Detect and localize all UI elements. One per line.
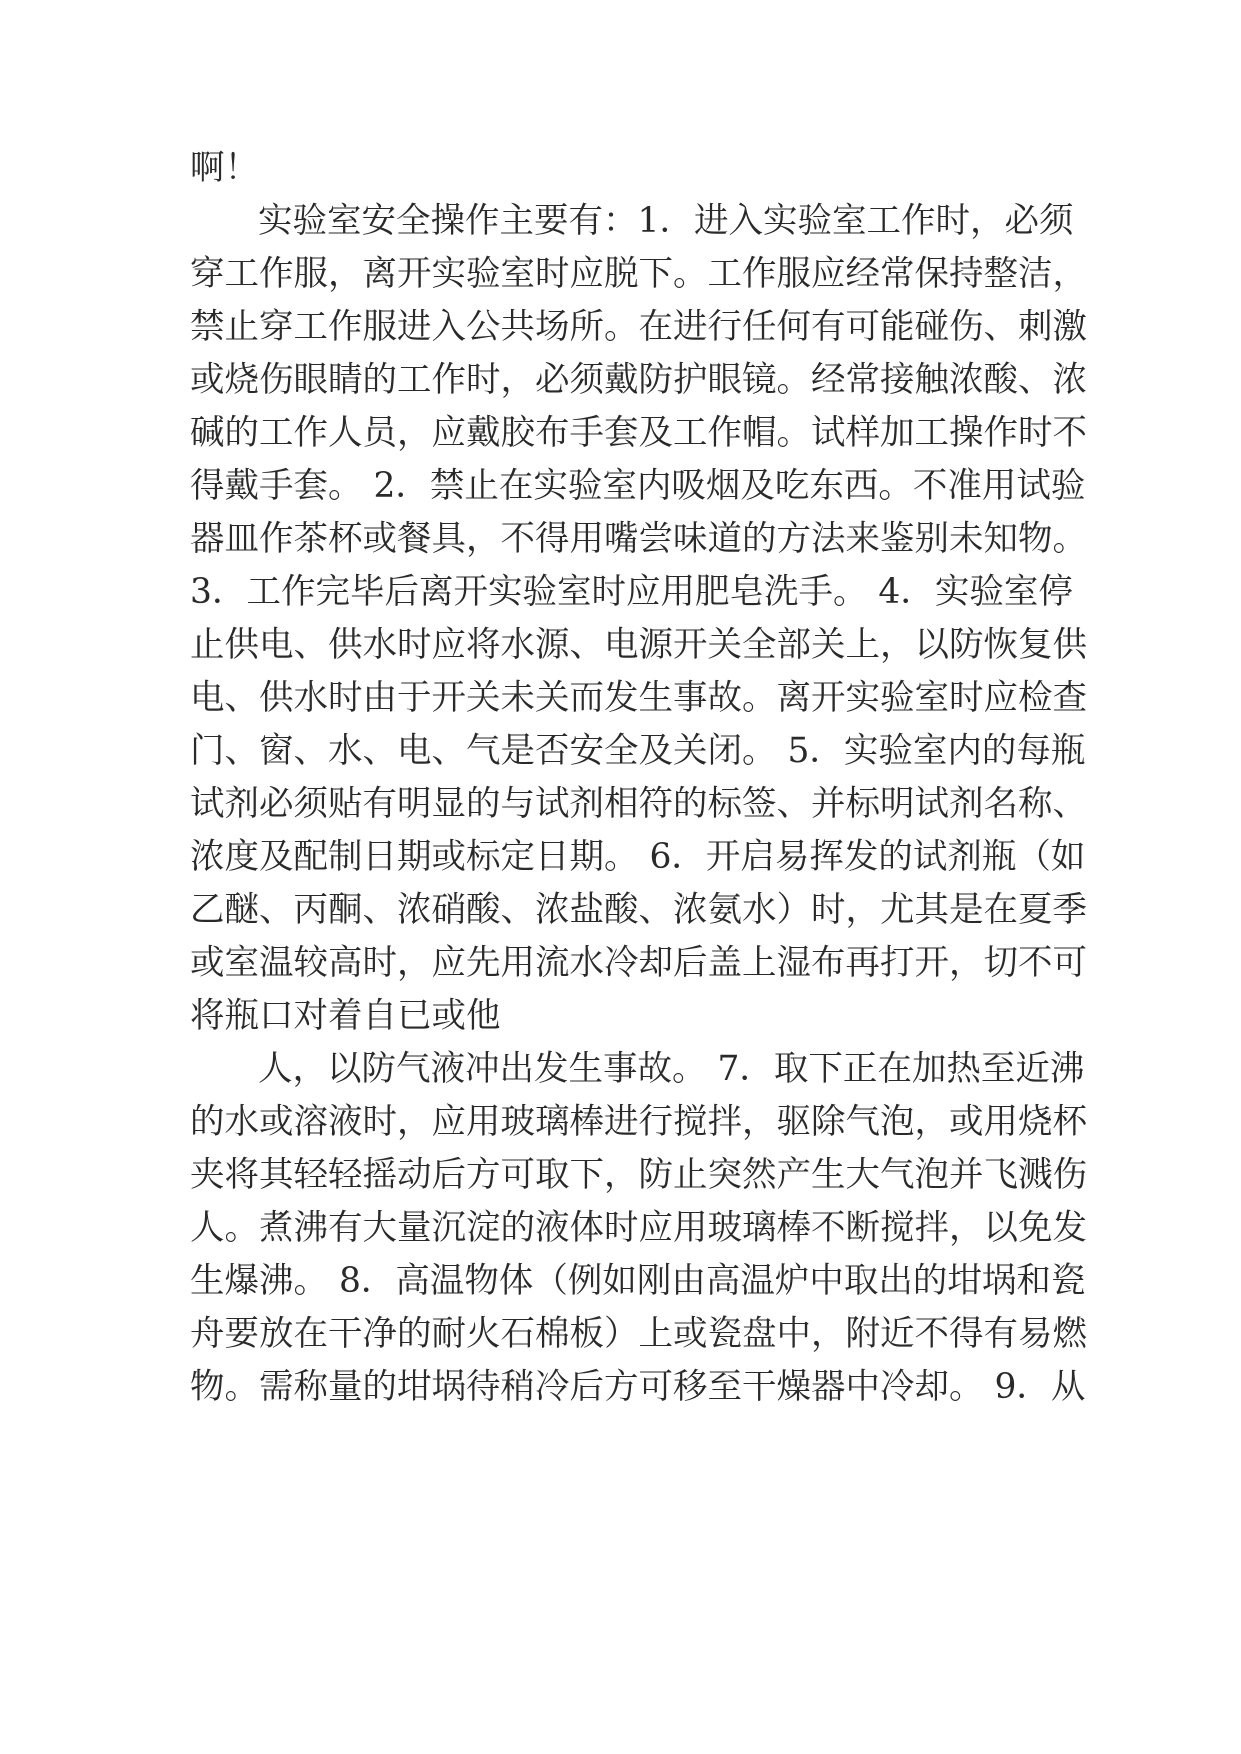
text-line: 试剂必须贴有明显的与试剂相符的标签、并标明试剂名称、 (190, 784, 1087, 824)
text-line: 浓度及配制日期或标定日期。 6．开启易挥发的试剂瓶（如 (190, 837, 1086, 877)
text-line: 将瓶口对着自已或他 (190, 996, 501, 1036)
text-line: 人。煮沸有大量沉淀的液体时应用玻璃棒不断搅拌，以免发 (190, 1208, 1087, 1248)
text-line: 电、供水时由于开关未关而发生事故。离开实验室时应检查 (190, 678, 1087, 718)
text-line: 的水或溶液时，应用玻璃棒进行搅拌，驱除气泡，或用烧杯 (190, 1102, 1087, 1142)
text-line: 物。需称量的坩埚待稍冷后方可移至干燥器中冷却。 9．从 (190, 1367, 1086, 1407)
text-line: 穿工作服，离开实验室时应脱下。工作服应经常保持整洁， (190, 254, 1087, 294)
text-line: 禁止穿工作服进入公共场所。在进行任何有可能碰伤、刺激 (190, 307, 1087, 347)
text-line: 器皿作茶杯或餐具，不得用嘴尝味道的方法来鉴别未知物。 (190, 519, 1087, 559)
text-line: 止供电、供水时应将水源、电源开关全部关上，以防恢复供 (190, 625, 1087, 665)
text-line: 门、窗、水、电、气是否安全及关闭。 5．实验室内的每瓶 (190, 731, 1086, 771)
text-line: 或烧伤眼睛的工作时，必须戴防护眼镜。经常接触浓酸、浓 (190, 360, 1087, 400)
text-line: 啊！ (190, 148, 259, 188)
text-line: 生爆沸。 8．高温物体（例如刚由高温炉中取出的坩埚和瓷 (190, 1261, 1086, 1301)
text-line: 或室温较高时，应先用流水冷却后盖上湿布再打开，切不可 (190, 943, 1087, 983)
text-line: 得戴手套。 2．禁止在实验室内吸烟及吃东西。不准用试验 (190, 466, 1086, 506)
text-line: 夹将其轻轻摇动后方可取下，防止突然产生大气泡并飞溅伤 (190, 1155, 1087, 1195)
paragraph-first-line: 人，以防气液冲出发生事故。 7．取下正在加热至近沸 (258, 1049, 1085, 1089)
paragraph-first-line: 实验室安全操作主要有：1．进入实验室工作时，必须 (258, 201, 1074, 241)
text-line: 碱的工作人员，应戴胶布手套及工作帽。试样加工操作时不 (190, 413, 1087, 453)
text-line: 舟要放在干净的耐火石棉板）上或瓷盘中，附近不得有易燃 (190, 1314, 1087, 1354)
text-line: 3．工作完毕后离开实验室时应用肥皂洗手。 4．实验室停 (190, 572, 1073, 612)
text-line: 乙醚、丙酮、浓硝酸、浓盐酸、浓氨水）时，尤其是在夏季 (190, 890, 1087, 930)
